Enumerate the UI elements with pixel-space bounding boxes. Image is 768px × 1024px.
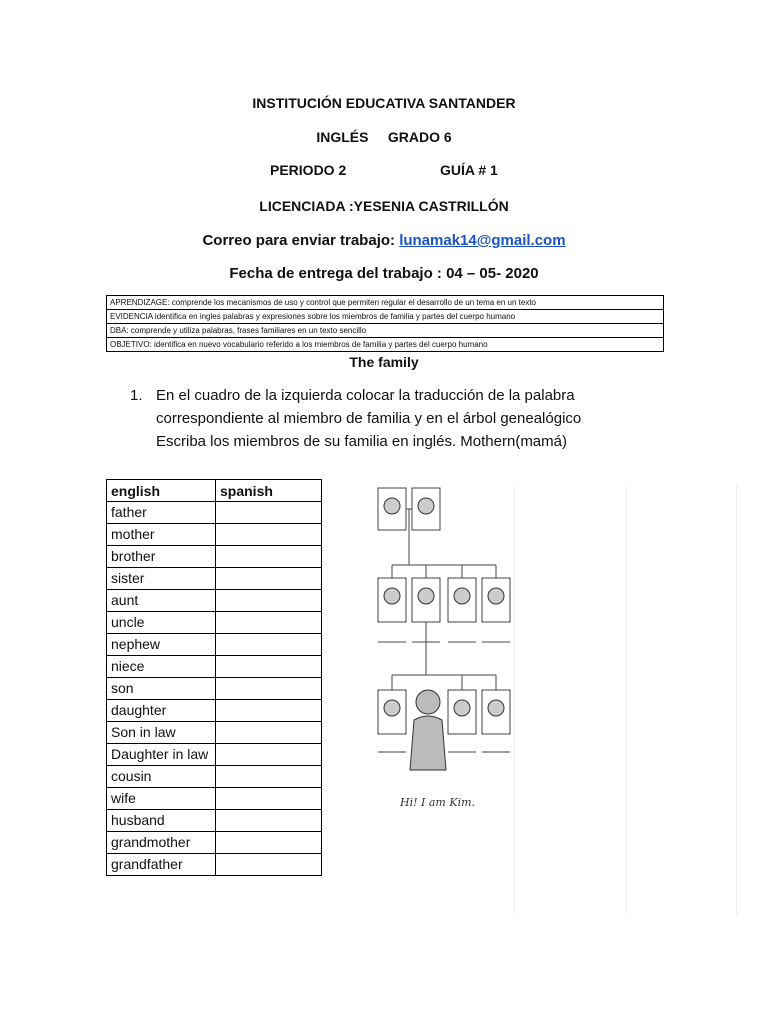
english-word: grandfather [107, 854, 216, 876]
english-word: sister [107, 568, 216, 590]
vocabulary-table [106, 479, 322, 876]
objective-row [107, 338, 664, 352]
table-row [107, 854, 322, 876]
instruction-number: 1. [130, 387, 143, 404]
objective-text: identifica en nuevo vocabulario referido a los miembros de familia y partes del cuerpo humano [151, 340, 488, 349]
spanish-answer-cell[interactable] [216, 656, 322, 678]
instruction-text: En el cuadro de la izquierda colocar la traducción de la palabra correspondiente al miembro de familia y en el árbol genealógico Escriba los miembros de su familia en inglés. Mothern(mamá) [156, 387, 582, 450]
table-row [107, 810, 322, 832]
english-word: cousin [107, 766, 216, 788]
english-word: son [107, 678, 216, 700]
table-row [107, 788, 322, 810]
english-word: aunt [107, 590, 216, 612]
objective-text: identifica en ingles palabras y expresiones sobre los miembros de familia y partes del cuerpo humano [152, 312, 516, 321]
english-word: wife [107, 788, 216, 810]
column-header-spanish: spanish [216, 480, 322, 502]
section-title: The family [349, 354, 419, 370]
spanish-answer-cell[interactable] [216, 524, 322, 546]
english-word: husband [107, 810, 216, 832]
spanish-answer-cell[interactable] [216, 568, 322, 590]
english-word: brother [107, 546, 216, 568]
spanish-answer-cell[interactable] [216, 678, 322, 700]
spanish-answer-cell[interactable] [216, 612, 322, 634]
kim-caption: Hi! I am Kim. [400, 796, 476, 809]
english-word: uncle [107, 612, 216, 634]
table-row [107, 700, 322, 722]
instruction [130, 384, 626, 453]
english-word: daughter [107, 700, 216, 722]
objective-row [107, 310, 664, 324]
english-word: father [107, 502, 216, 524]
english-word: nephew [107, 634, 216, 656]
spanish-answer-cell[interactable] [216, 502, 322, 524]
table-row [107, 568, 322, 590]
table-row [107, 722, 322, 744]
objective-label: OBJETIVO: [110, 340, 152, 349]
objective-text: comprende y utiliza palabras, frases familiares en un texto sencillo [128, 326, 367, 335]
email-link[interactable]: lunamak14@gmail.com [399, 232, 566, 249]
objectives-table [106, 295, 664, 352]
table-row [107, 832, 322, 854]
english-word: Son in law [107, 722, 216, 744]
table-row [107, 766, 322, 788]
guide-number: GUÍA # 1 [440, 162, 498, 178]
table-row [107, 524, 322, 546]
table-row [107, 546, 322, 568]
table-row [107, 656, 322, 678]
column-header-english: english [107, 480, 216, 502]
due-date: Fecha de entrega del trabajo : 04 – 05- 2020 [229, 265, 539, 282]
spanish-answer-cell[interactable] [216, 590, 322, 612]
school-name: INSTITUCIÓN EDUCATIVA SANTANDER [252, 95, 516, 111]
spanish-answer-cell[interactable] [216, 788, 322, 810]
email-label: Correo para enviar trabajo: [202, 232, 400, 249]
objective-label: EVIDENCIA [110, 312, 153, 321]
table-row [107, 634, 322, 656]
spanish-answer-cell[interactable] [216, 546, 322, 568]
english-word: niece [107, 656, 216, 678]
objective-row [107, 296, 664, 310]
spanish-answer-cell[interactable] [216, 766, 322, 788]
table-row [107, 590, 322, 612]
period: PERIODO 2 [270, 162, 347, 178]
email-line [0, 232, 768, 249]
spanish-answer-cell[interactable] [216, 854, 322, 876]
table-row [107, 678, 322, 700]
spanish-answer-cell[interactable] [216, 744, 322, 766]
spanish-answer-cell[interactable] [216, 832, 322, 854]
spanish-answer-cell[interactable] [216, 634, 322, 656]
english-word: mother [107, 524, 216, 546]
subject-grade: INGLÉS GRADO 6 [316, 129, 452, 145]
spanish-answer-cell[interactable] [216, 810, 322, 832]
objective-label: DBA: [110, 326, 129, 335]
objective-label: APRENDIZAGE: [110, 298, 170, 307]
spanish-answer-cell[interactable] [216, 700, 322, 722]
objective-row [107, 324, 664, 338]
kim-character [410, 690, 446, 770]
table-row [107, 612, 322, 634]
objective-text: comprende los mecanismos de uso y control que permiten regular el desarrollo de un tema en un texto [169, 298, 536, 307]
teacher-name: LICENCIADA :YESENIA CASTRILLÓN [259, 198, 509, 214]
table-row [107, 744, 322, 766]
english-word: grandmother [107, 832, 216, 854]
spanish-answer-cell[interactable] [216, 722, 322, 744]
table-row [107, 502, 322, 524]
english-word: Daughter in law [107, 744, 216, 766]
family-tree-illustration [370, 480, 550, 820]
